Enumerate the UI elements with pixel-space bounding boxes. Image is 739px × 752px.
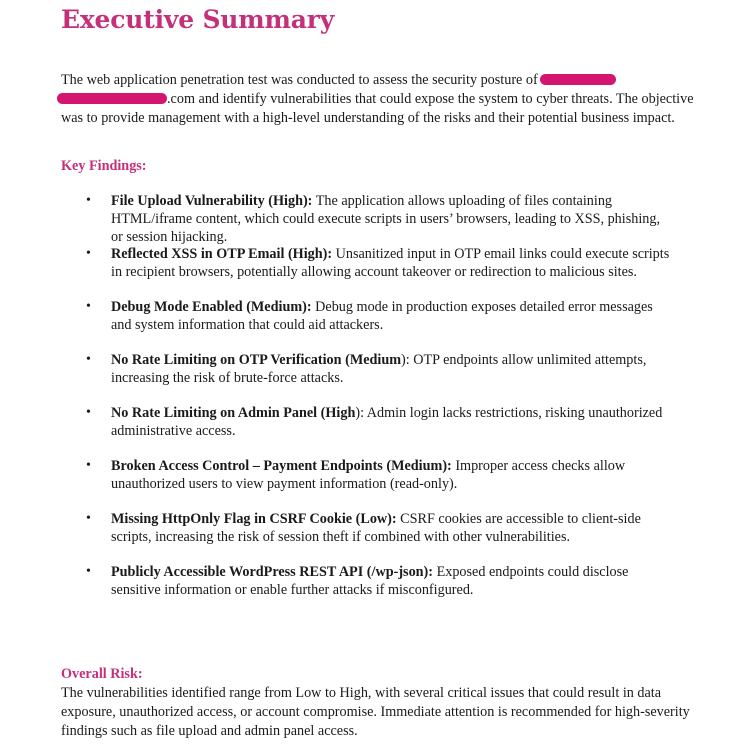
bullet-icon: • xyxy=(86,511,91,526)
finding-item xyxy=(0,298,671,351)
redaction-mark xyxy=(540,74,616,85)
bullet-icon: • xyxy=(86,193,91,208)
redaction-mark xyxy=(57,93,167,104)
finding-item xyxy=(0,351,671,404)
finding-title: Reflected XSS in OTP Email (High): xyxy=(111,246,333,262)
bullet-icon: • xyxy=(86,246,91,261)
finding-description: Debug mode in production exposes detailed error messages and system information that could aid attackers. xyxy=(111,299,653,333)
finding-description: Exposed endpoints could disclose sensitive information or enable further attacks if misconfigured. xyxy=(111,564,629,598)
findings-list xyxy=(0,192,739,616)
finding-description: The application allows uploading of files containing HTML/iframe content, which could execute scripts in users’ browsers, leading to XSS, phishing, or session hijacking. xyxy=(111,193,660,245)
finding-title: Missing HttpOnly Flag in CSRF Cookie (Low): xyxy=(111,511,397,527)
bullet-icon: • xyxy=(86,299,91,314)
finding-item xyxy=(0,245,671,298)
finding-description: Improper access checks allow unauthorized users to view payment information (read-only). xyxy=(111,458,626,492)
finding-description: Unsanitized input in OTP email links could execute scripts in recipient browsers, potentially allowing account takeover or redirection to malicious sites. xyxy=(111,246,670,280)
intro-domain-suffix: .com xyxy=(167,91,195,107)
intro-text-part2: and identify vulnerabilities that could expose the system to cyber threats. The objective was to provide management with a high-level understanding of the risks and their potential business impact. xyxy=(61,91,694,126)
finding-item xyxy=(0,457,671,510)
bullet-icon: • xyxy=(86,405,91,420)
bullet-icon: • xyxy=(86,458,91,473)
overall-risk-heading: Overall Risk: xyxy=(61,666,143,682)
finding-title: No Rate Limiting on OTP Verification (Medium xyxy=(111,352,402,368)
finding-item xyxy=(0,404,671,457)
finding-item xyxy=(0,510,671,563)
key-findings-heading: Key Findings: xyxy=(61,158,147,174)
page-title: Executive Summary xyxy=(61,5,335,34)
finding-title: Broken Access Control – Payment Endpoints (Medium): xyxy=(111,458,452,474)
intro-text-part1: The web application penetration test was conducted to assess the security posture of xyxy=(61,72,538,88)
intro-paragraph xyxy=(61,71,701,128)
finding-item xyxy=(0,563,671,616)
finding-title: File Upload Vulnerability (High): xyxy=(111,193,313,209)
bullet-icon: • xyxy=(86,352,91,367)
finding-item xyxy=(0,192,671,245)
finding-description: ): OTP endpoints allow unlimited attempts, increasing the risk of brute-force attacks. xyxy=(111,352,647,386)
finding-title: Publicly Accessible WordPress REST API (/wp-json): xyxy=(111,564,434,580)
finding-title: No Rate Limiting on Admin Panel (High xyxy=(111,405,356,421)
bullet-icon: • xyxy=(86,564,91,579)
finding-description: ): Admin login lacks restrictions, risking unauthorized administrative access. xyxy=(111,405,663,439)
finding-title: Debug Mode Enabled (Medium): xyxy=(111,299,312,315)
overall-risk-paragraph: The vulnerabilities identified range from Low to High, with several critical issues that could result in data exposure, unauthorized access, or account compromise. Immediate attention is recommended for high-severity findings such as file upload and admin panel access. xyxy=(61,685,690,739)
finding-description: CSRF cookies are accessible to client-side scripts, increasing the risk of session theft if combined with other vulnerabilities. xyxy=(111,511,641,545)
